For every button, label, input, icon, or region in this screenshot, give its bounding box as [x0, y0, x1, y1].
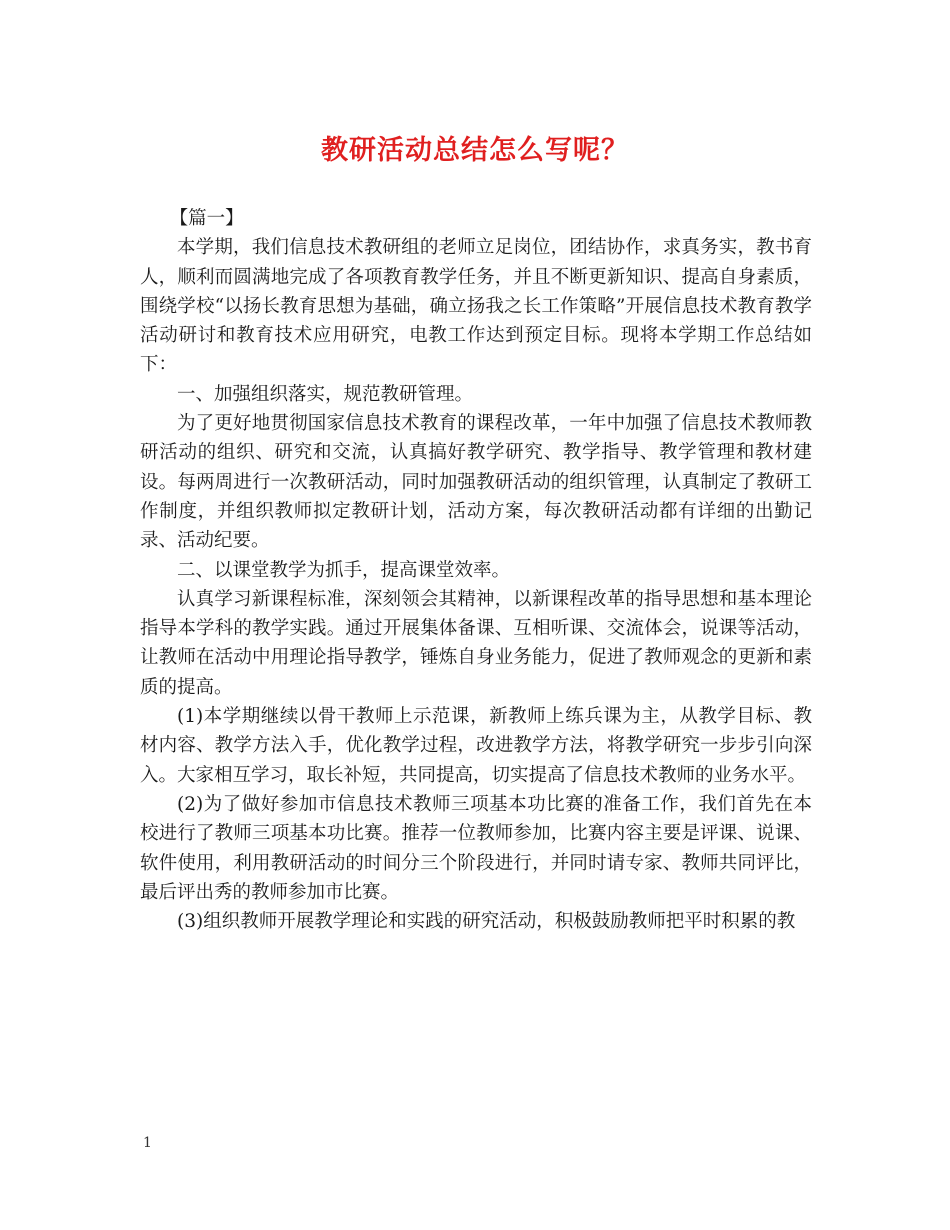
section-tag: 【篇一】 [169, 208, 244, 229]
paragraph-intro: 本学期，我们信息技术教研组的老师立足岗位，团结协作，求真务实，教书育人，顺利而圆满地完成了各项教育教学任务，并且不断更新知识、提高自身素质，围绕学校“以扬长教育思想为基础，确立扬我之长工作策略”开展信息技术教育教学活动研讨和教育技术应用研究，电教工作达到预定目标。现将本学期工作总结如下： [140, 237, 812, 376]
heading-section-2: 二、以课堂教学为抓手，提高课堂效率。 [177, 559, 511, 581]
paragraph-section-2: 认真学习新课程标准，深刻领会其精神，以新课程改革的指导思想和基本理论指导本学科的教学实践。通过开展集体备课、互相听课、交流体会，说课等活动，让教师在活动中用理论指导教学，锤炼自身业务能力，促进了教师观念的更新和素质的提高。 [140, 588, 812, 698]
page-title: 教研活动总结怎么写呢？ [321, 135, 629, 166]
paragraph-section-1: 为了更好地贯彻国家信息技术教育的课程改革，一年中加强了信息技术教师教研活动的组织、研究和交流，认真搞好教学研究、教学指导、教学管理和教材建设。每两周进行一次教研活动，同时加强教研活动的组织管理，认真制定了教研工作制度，并组织教师拟定教研计划，活动方案，每次教研活动都有详细的出勤记录、活动纪要。 [140, 413, 812, 552]
heading-section-1: 一、加强组织落实，规范教研管理。 [177, 383, 474, 405]
page-number: 1 [143, 1135, 152, 1151]
document-body [140, 204, 812, 936]
paragraph-item-1: (1)本学期继续以骨干教师上示范课，新教师上练兵课为主，从教学目标、教材内容、教学方法入手，优化教学过程，改进教学方法，将教学研究一步步引向深入。大家相互学习，取长补短，共同提高，切实提高了信息技术教师的业务水平。 [140, 706, 812, 786]
paragraph-item-2: (2)为了做好参加市信息技术教师三项基本功比赛的准备工作，我们首先在本校进行了教师三项基本功比赛。推荐一位教师参加，比赛内容主要是评课、说课、软件使用，利用教研活动的时间分三个阶段进行，并同时请专家、教师共同评比，最后评出秀的教师参加市比赛。 [140, 793, 812, 903]
paragraph-item-3: (3)组织教师开展教学理论和实践的研究活动，积极鼓励教师把平时积累的教 [177, 911, 796, 933]
